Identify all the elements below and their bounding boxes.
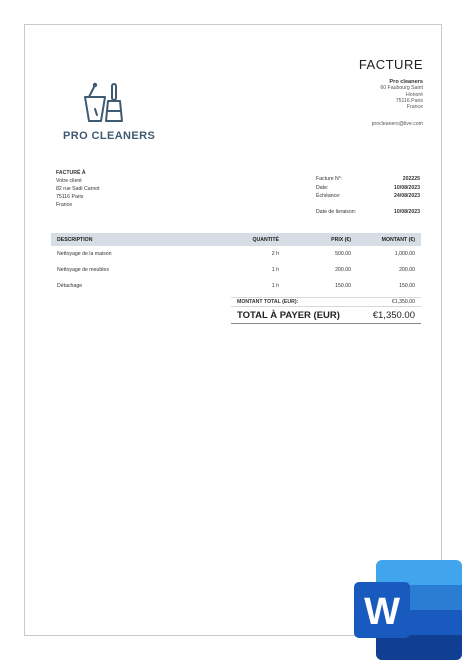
invoice-page: [24, 24, 442, 636]
bill-to-city: 75116 Paris: [56, 194, 84, 200]
microsoft-word-icon: [352, 558, 466, 662]
meta-delivery-value: 10/08/2023: [394, 208, 420, 215]
meta-number-row: [316, 176, 420, 185]
table-row: [51, 246, 421, 262]
company-info: [372, 79, 423, 128]
items-table: [51, 233, 421, 294]
company-name: Pro cleaners: [389, 79, 423, 85]
company-country: France: [406, 104, 423, 111]
row-amount: 200.00: [399, 267, 415, 273]
row-price: 150.00: [335, 283, 351, 289]
company-city: 75116 Paris: [395, 97, 423, 104]
meta-date-value: 10/08/2023: [394, 184, 420, 191]
row-amount: 150.00: [399, 283, 415, 289]
invoice-meta: [316, 176, 420, 217]
row-description: Nettoyage de la maison: [57, 251, 112, 257]
company-address-line1: 60 Faubourg Saint: [380, 85, 423, 92]
invoice-title: FACTURE: [358, 57, 423, 72]
header-price: PRIX (€): [285, 233, 357, 246]
table-row: [51, 278, 421, 294]
header-quantity: QUANTITÉ: [213, 233, 285, 246]
meta-due-label: Échéance:: [316, 193, 341, 199]
company-email: procleaners@live.com: [371, 121, 423, 128]
meta-delivery-row: [316, 209, 420, 218]
meta-number-value: 202225: [402, 176, 420, 182]
bill-to-client: Votre client: [56, 178, 82, 184]
meta-due-value: 24/08/2023: [394, 193, 420, 199]
meta-delivery-label: Date de livraison:: [316, 208, 357, 215]
total-label: TOTAL À PAYER (EUR): [237, 310, 340, 321]
cleaning-logo-icon: [81, 81, 127, 125]
row-price: 200.00: [335, 267, 351, 273]
meta-number-label: Facture N°:: [316, 176, 343, 182]
svg-text:W: W: [364, 591, 400, 633]
bill-to: [56, 169, 100, 209]
header-amount: MONTANT (€): [357, 233, 421, 246]
company-address-line2: Honoré: [405, 91, 423, 98]
row-description: Nettoyage de meubles: [57, 267, 109, 273]
meta-date-row: [316, 185, 420, 194]
subtotal-label: MONTANT TOTAL (EUR):: [237, 299, 299, 305]
total-value: €1,350.00: [372, 310, 415, 321]
row-quantity: 1 h: [271, 267, 279, 273]
row-price: 500.00: [335, 251, 351, 257]
table-header-row: [51, 233, 421, 246]
meta-date-label: Date:: [316, 184, 329, 191]
meta-due-row: [316, 193, 420, 202]
total-row: [231, 308, 421, 324]
subtotal-value: €1,350.00: [391, 299, 415, 305]
row-quantity: 2 h: [271, 251, 279, 257]
row-amount: 1,000.00: [394, 251, 415, 257]
bill-to-country: France: [56, 202, 73, 208]
table-row: [51, 262, 421, 278]
bill-to-heading: FACTURÉ À: [56, 170, 86, 176]
row-description: Détachage: [57, 283, 83, 289]
subtotal-row: [231, 297, 421, 307]
header-description: DESCRIPTION: [51, 233, 213, 246]
bill-to-street: 82 rue Sadi Carnot: [56, 186, 100, 192]
row-quantity: 1 h: [271, 283, 279, 289]
brand-name: PRO CLEANERS: [63, 130, 156, 142]
